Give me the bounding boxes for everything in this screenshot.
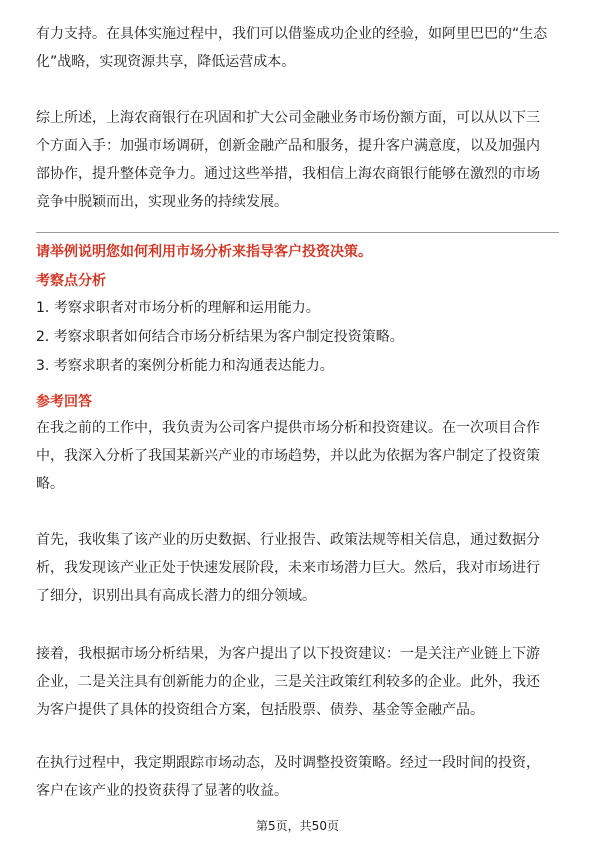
answer-paragraph bbox=[36, 640, 561, 724]
answer-line: 析，我发现该产业正处于快速发展阶段，未来市场潜力巨大。然后，我对市场进行 bbox=[36, 560, 540, 576]
answer-line: 企业，二是关注具有创新能力的企业，三是关注政策红利较多的企业。此外，我还 bbox=[36, 674, 540, 690]
analysis-item: 2. 考察求职者如何结合市场分析结果为客户制定投资策略。 bbox=[36, 329, 404, 345]
summary-paragraph bbox=[36, 104, 561, 216]
summary-line: 综上所述，上海农商银行在巩固和扩大公司金融业务市场份额方面，可以从以下三 bbox=[36, 110, 540, 126]
answer-line: 为客户提供了具体的投资组合方案，包括股票、债券、基金等金融产品。 bbox=[36, 702, 484, 718]
answer-line: 首先，我收集了该产业的历史数据、行业报告、政策法规等相关信息，通过数据分 bbox=[36, 532, 540, 548]
interview-question: 请举例说明您如何利用市场分析来指导客户投资决策。 bbox=[36, 244, 372, 260]
analysis-heading: 考察点分析 bbox=[36, 273, 106, 289]
intro-line: 有力支持。在具体实施过程中，我们可以借鉴成功企业的经验，如阿里巴巴的“生态 bbox=[36, 26, 548, 42]
answer-line: 中，我深入分析了我国某新兴产业的市场趋势，并以此为依据为客户制定了投资策 bbox=[36, 448, 540, 464]
answer-heading: 参考回答 bbox=[36, 394, 92, 410]
summary-line: 竞争中脱颖而出，实现业务的持续发展。 bbox=[36, 194, 288, 210]
answer-paragraph bbox=[36, 526, 561, 610]
answer-paragraph bbox=[36, 414, 561, 498]
analysis-item: 1. 考察求职者对市场分析的理解和运用能力。 bbox=[36, 300, 320, 316]
analysis-item: 3. 考察求职者的案例分析能力和沟通表达能力。 bbox=[36, 358, 334, 374]
answer-line: 了细分，识别出具有高成长潜力的细分领域。 bbox=[36, 588, 316, 604]
summary-line: 部协作，提升整体竞争力。通过这些举措，我相信上海农商银行能够在激烈的市场 bbox=[36, 166, 540, 182]
page-number: 第5页，共50页 bbox=[256, 819, 339, 833]
answer-line: 在我之前的工作中，我负责为公司客户提供市场分析和投资建议。在一次项目合作 bbox=[36, 420, 540, 436]
section-divider bbox=[36, 232, 559, 233]
answer-paragraph bbox=[36, 749, 561, 805]
answer-line: 在执行过程中，我定期跟踪市场动态，及时调整投资策略。经过一段时间的投资， bbox=[36, 755, 540, 771]
answer-line: 接着，我根据市场分析结果，为客户提出了以下投资建议：一是关注产业链上下游 bbox=[36, 646, 540, 662]
answer-line: 客户在该产业的投资获得了显著的收益。 bbox=[36, 783, 288, 799]
answer-line: 略。 bbox=[36, 476, 64, 492]
intro-line: 化”战略，实现资源共享，降低运营成本。 bbox=[36, 54, 296, 70]
intro-paragraph bbox=[36, 20, 561, 76]
summary-line: 个方面入手：加强市场调研，创新金融产品和服务，提升客户满意度，以及加强内 bbox=[36, 138, 540, 154]
